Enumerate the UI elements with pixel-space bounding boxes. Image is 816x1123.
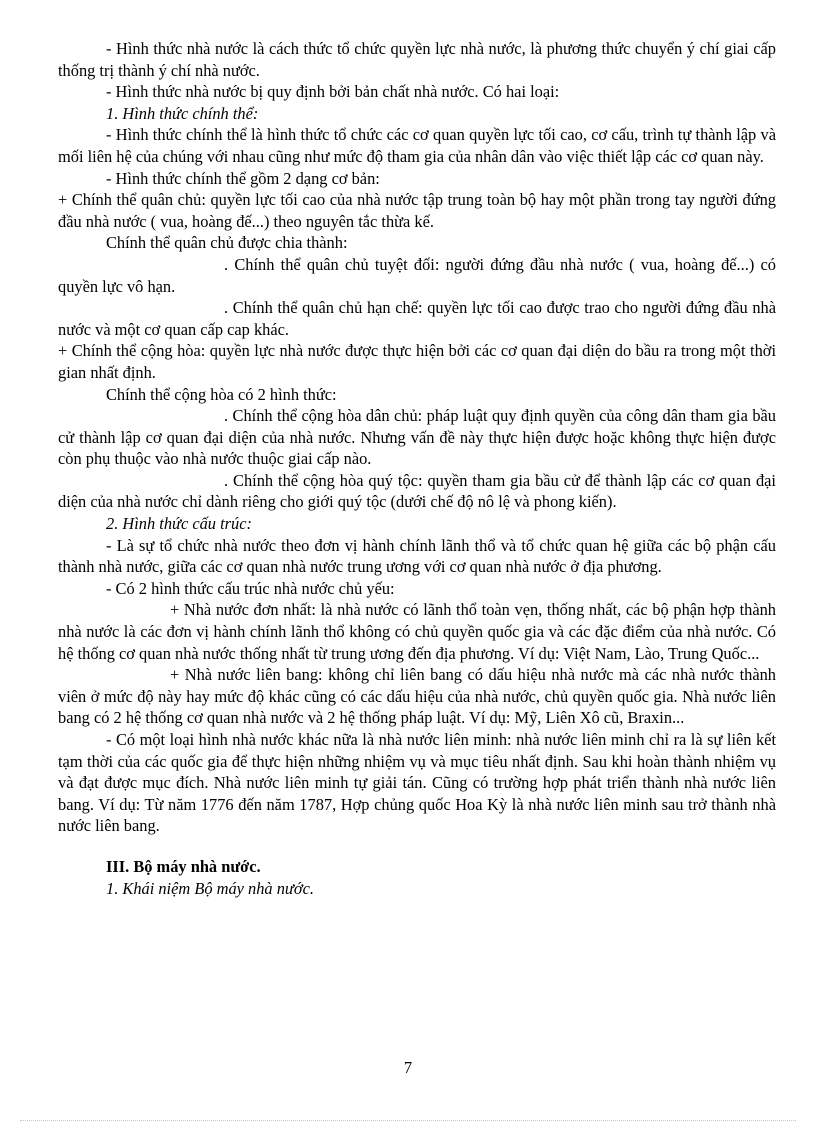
paragraph: - Hình thức nhà nước bị quy định bởi bản chất nhà nước. Có hai loại: (106, 82, 560, 102)
page-bottom-divider (20, 1120, 796, 1121)
paragraph: . Chính thể quân chủ tuyệt đối: người đứng đầu nhà nước ( vua, hoàng đế...) có quyền lực vô hạn. (58, 254, 776, 296)
paragraph: . Chính thể cộng hòa dân chủ: pháp luật quy định quyền của công dân tham gia bầu cử thành lập cơ quan đại diện của nhà nước. Nhưng vấn đề này thực hiện được hoặc không thực hiện được còn phụ thuộc vào nhà nước thuộc giai cấp nào. (58, 406, 776, 469)
page-number: 7 (403, 1058, 413, 1077)
subheading-chinh-the: 1. Hình thức chính thể: (106, 103, 259, 123)
bullet-paragraph: + Chính thể cộng hòa: quyền lực nhà nước được thực hiện bởi các cơ quan đại diện do bầu ra trong một thời gian nhất định. (58, 341, 776, 382)
bullet-paragraph: + Chính thể quân chủ: quyền lực tối cao của nhà nước tập trung toàn bộ hay một phần trong tay người đứng đầu nhà nước ( vua, hoàng đế...) theo nguyên tắc thừa kế. (58, 190, 776, 231)
paragraph: . Chính thể cộng hòa quý tộc: quyền tham gia bầu cử để thành lập các cơ quan đại diện của nhà nước chỉ dành riêng cho giới quý tộc (dưới chế độ nô lệ và phong kiến). (58, 470, 776, 512)
paragraph: + Nhà nước đơn nhất: là nhà nước có lãnh thổ toàn vẹn, thống nhất, các bộ phận hợp thành nhà nước là các đơn vị hành chính lãnh thổ không có chủ quyền quốc gia và các đặc điểm của nhà nước. Có hệ thống cơ quan nhà nước thống nhất từ trung ương đến địa phương. Ví dụ: Việt Nam, Lào, Trung Quốc... (58, 600, 776, 663)
paragraph: + Nhà nước liên bang: không chỉ liên bang có dấu hiệu nhà nước mà các nhà nước thành viên ở mức độ này hay mức độ khác cũng có các dấu hiệu của nhà nước, chủ quyền quốc gia. Nhà nước liên bang có 2 hệ thống cơ quan nhà nước và 2 hệ thống pháp luật. Ví dụ: Mỹ, Liên Xô cũ, Braxin... (58, 665, 776, 728)
paragraph: - Là sự tổ chức nhà nước theo đơn vị hành chính lãnh thổ và tổ chức quan hệ giữa các bộ phận cấu thành nhà nước, giữa các cơ quan nhà nước trung ương với cơ quan nhà nước ở địa phương. (58, 535, 776, 577)
section-heading: III. Bộ máy nhà nước. (106, 856, 261, 876)
paragraph: Chính thể cộng hòa có 2 hình thức: (106, 384, 337, 404)
spacer (58, 837, 776, 856)
paragraph: - Có 2 hình thức cấu trúc nhà nước chủ yếu: (106, 578, 395, 598)
subheading-cau-truc: 2. Hình thức cấu trúc: (106, 514, 252, 534)
document-page (58, 38, 776, 899)
paragraph: Chính thể quân chủ được chia thành: (106, 233, 348, 253)
section-subheading: 1. Khái niệm Bộ máy nhà nước. (106, 878, 314, 898)
paragraph: . Chính thể quân chủ hạn chế: quyền lực tối cao được trao cho người đứng đầu nhà nước và một cơ quan cấp cap khác. (58, 298, 776, 339)
paragraph: - Hình thức nhà nước là cách thức tổ chức quyền lực nhà nước, là phương thức chuyển ý chí giai cấp thống trị thành ý chí nhà nước. (58, 39, 776, 80)
paragraph: - Có một loại hình nhà nước khác nữa là nhà nước liên minh: nhà nước liên minh chỉ ra là sự liên kết tạm thời của các quốc gia để thực hiện những nhiệm vụ và mục tiêu nhất định. Sau khi hoàn thành nhiệm vụ và đạt được mục đích. Nhà nước liên minh tự giải tán. Cũng có trường hợp phát triển thành nhà nước liên bang. Ví dụ: Từ năm 1776 đến năm 1787, Hợp chủng quốc Hoa Kỳ là nhà nước liên minh sau trở thành nhà nước liên bang. (58, 730, 776, 836)
paragraph: - Hình thức chính thể là hình thức tổ chức các cơ quan quyền lực tối cao, cơ cấu, trình tự thành lập và mối liên hệ của chúng với nhau cũng như mức độ tham gia của nhân dân vào việc thiết lập các cơ quan này. (58, 125, 776, 166)
paragraph: - Hình thức chính thể gồm 2 dạng cơ bản: (106, 168, 380, 188)
